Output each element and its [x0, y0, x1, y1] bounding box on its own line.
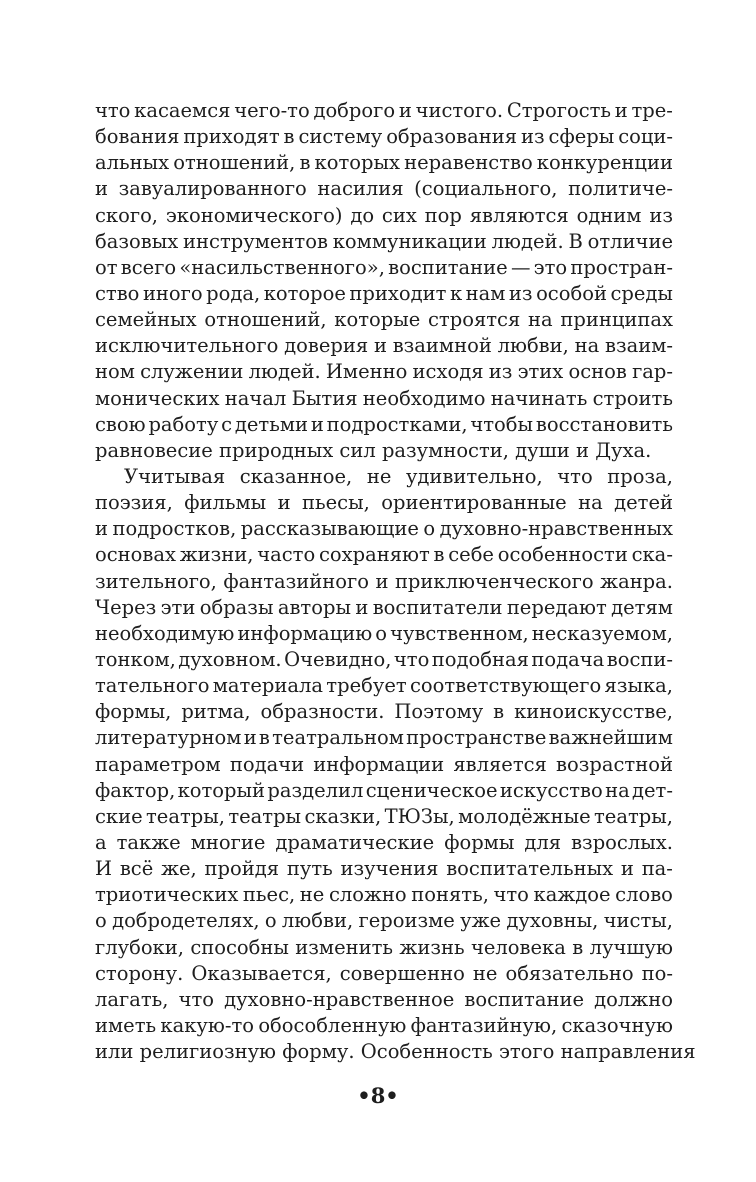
text-line: ские театры, театры сказки, ТЮЗы, молодёжные театры,: [95, 804, 673, 828]
text-line: поэзия, фильмы и пьесы, ориентированные на детей: [95, 491, 673, 515]
paragraph: [95, 98, 673, 464]
page-text: [95, 98, 696, 1065]
text-line: формы, ритма, образности. Поэтому в киноискусстве,: [95, 700, 673, 724]
text-line: основах жизни, часто сохраняют в себе особенности ска-: [95, 543, 673, 567]
text-line: базовых инструментов коммуникации людей. В отличие: [95, 229, 673, 253]
text-line: альных отношений, в которых неравенство конкуренции: [95, 151, 673, 175]
text-line: а также многие драматические формы для взрослых.: [95, 830, 673, 854]
text-line: глубоки, способны изменить жизнь человека в лучшую: [95, 935, 673, 959]
text-line: ского, экономического) до сих пор являются одним из: [95, 203, 673, 227]
text-line: свою работу с детьми и подростками, чтобы восстановить: [95, 412, 673, 436]
text-line: триотических пьес, не сложно понять, что каждое слово: [95, 883, 673, 907]
text-line: зительного, фантазийного и приключенческого жанра.: [95, 569, 673, 593]
text-line: Учитывая сказанное, не удивительно, что проза,: [124, 464, 673, 488]
text-line: и завуалированного насилия (социального, политиче-: [95, 177, 673, 201]
text-line: о добродетелях, о любви, героизме уже духовны, чисты,: [95, 909, 673, 933]
text-line: исключительного доверия и взаимной любви, на взаим-: [95, 334, 673, 358]
text-line: фактор, который разделил сценическое искусство на дет-: [95, 778, 673, 802]
paragraph: [95, 464, 696, 1065]
text-line: параметром подачи информации является возрастной: [95, 752, 673, 776]
text-line: от всего «насильственного», воспитание — это простран-: [95, 255, 673, 279]
text-line: сторону. Оказывается, совершенно не обязательно по-: [95, 961, 673, 985]
text-line: монических начал Бытия необходимо начинать строить: [95, 386, 673, 410]
text-line: иметь какую-то обособленную фантазийную, сказочную: [95, 1013, 673, 1037]
text-line: равновесие природных сил разумности, души и Духа.: [95, 438, 652, 462]
text-line: необходимую информацию о чувственном, несказуемом,: [95, 621, 673, 645]
text-line: ство иного рода, которое приходит к нам из особой среды: [95, 281, 673, 305]
page-number: •8•: [357, 1083, 399, 1108]
text-line: бования приходят в систему образования из сферы соци-: [95, 125, 673, 149]
text-line: ном служении людей. Именно исходя из этих основ гар-: [95, 360, 673, 384]
text-line: или религиозную форму. Особенность этого направления: [95, 1040, 696, 1064]
text-line: Через эти образы авторы и воспитатели передают детям: [95, 595, 673, 619]
text-line: литературном и в театральном пространстве важнейшим: [95, 726, 673, 750]
text-line: что касаемся чего-то доброго и чистого. Строгость и тре-: [95, 99, 673, 122]
text-line: лагать, что духовно-нравственное воспитание должно: [95, 987, 673, 1011]
text-line: тонком, духовном. Очевидно, что подобная подача воспи-: [95, 647, 673, 671]
text-line: и подростков, рассказывающие о духовно-нравственных: [95, 517, 673, 541]
text-line: И всё же, пройдя путь изучения воспитательных и па-: [95, 857, 673, 881]
text-line: тательного материала требует соответствующего языка,: [95, 674, 673, 698]
text-line: семейных отношений, которые строятся на принципах: [95, 308, 673, 332]
